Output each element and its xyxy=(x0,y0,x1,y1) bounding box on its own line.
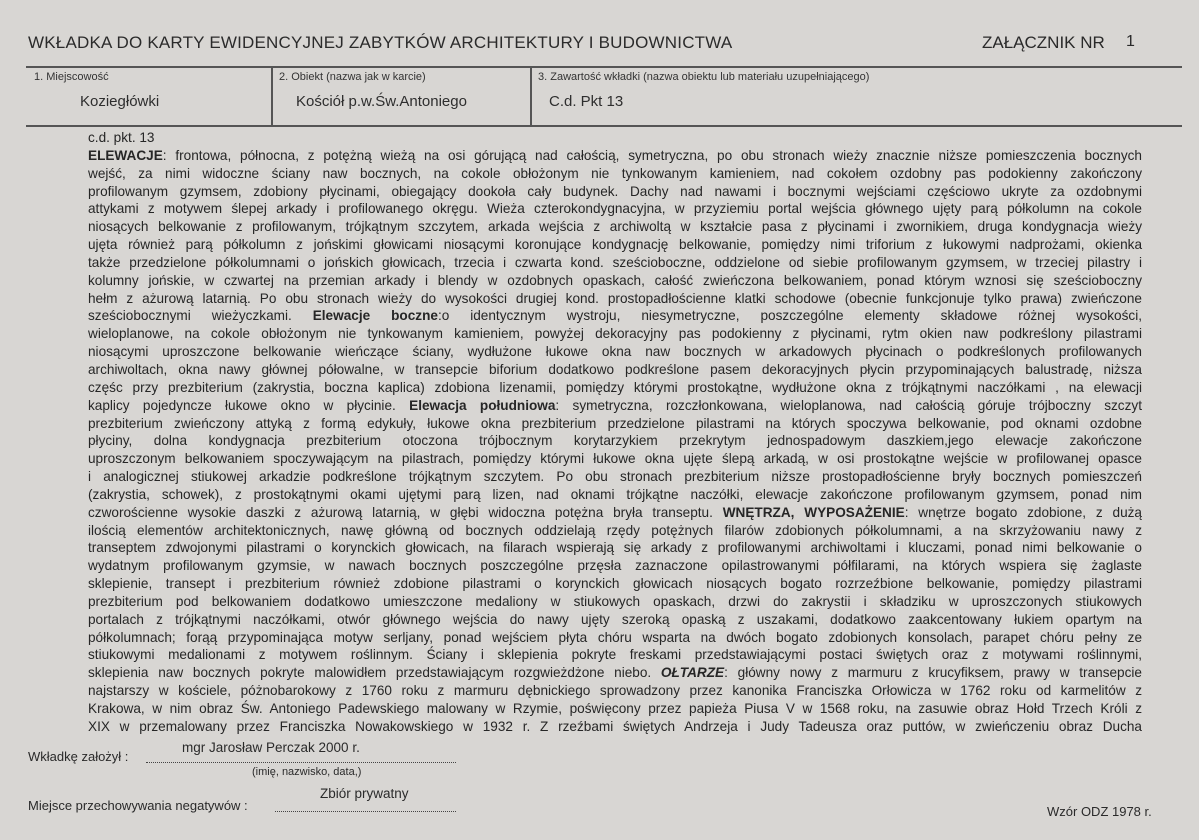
author-hint: (imię, nazwisko, data,) xyxy=(252,766,362,778)
text-line: Krakowa, w nim obraz Św. Antoniego Padewskiego malowany w Rzymie, poświęcony przez papieża Piusa V w 1568 roku, na zasuwie obraz Hołd Trzech Króli z xyxy=(88,701,1142,716)
negatives-dotted-line xyxy=(275,811,456,812)
text-line: najstarszy w kościele, póżnobarokowy z 1760 roku z marmuru dębnickiego sprowadzony przez kanonika Franciszka Orłowicza w 1762 roku od karmelitów z xyxy=(88,683,1142,699)
text-line: płyciny, dolna kondygnacja prezbiterium otoczona trójbocznym korytarzykiem przekrytym jednospadowym daszkiem,jego elewacje zakończone xyxy=(88,433,1142,449)
text-line: profilowanym gzymsem, zdobiony płycinami, obiegający dookoła cały budynek. Dachy nad nawami i bocznymi wejściami częściowo ukryte za ozdobnymi xyxy=(88,183,1142,199)
heading-altars: OŁTARZE xyxy=(660,665,725,681)
text-line: wydatnym profilowanym gzymsie, w nawach bocznych poszczególne przęsła zaznaczone opilastrowanymi półfilarami, na których wspiera się żaglaste xyxy=(88,558,1142,574)
text-line: stiukowymi medalionami z motywem roślinnym. Ściany i sklepienia pokryte freskami przedstawiającymi postaci świętych oraz z motywami roślinnymi, xyxy=(88,647,1142,663)
place-field-label: 1. Miejscowość xyxy=(34,71,109,83)
author-label: Wkładkę założył : xyxy=(28,749,129,764)
place-field-value: Koziegłówki xyxy=(80,93,160,110)
text-line: prezbiterium zwieńczony attyką z formą edykuły, łukowe okna prezbiterium przedzielone pilastrami na których spoczywa belkowanie, pod oknami ozdobne xyxy=(88,415,1142,431)
text-run: : symetryczna, rozczłonkowana, wieloplanowa, nad całością góruje trójboczny szczyt xyxy=(555,397,1142,413)
heading-side-elevations: Elewacje boczne xyxy=(312,308,438,324)
text-line: niosących belkowanie z profilowanym, trójkątnym szczytem, arkada wejścia z archiwoltą w kształcie pasa z płycinami i zwornikiem, druga kondygnacja wieży xyxy=(88,219,1142,235)
negatives-value: Zbiór prywatny xyxy=(320,786,409,801)
text-line: c.d. pkt. 13 xyxy=(88,130,155,145)
object-field-value: Kościół p.w.Św.Antoniego xyxy=(296,93,467,110)
text-line: sklepienie, transept i prezbiterium również zdobione pilastrami o korynckich głowicach niosących bogato rozrzeźbione belkowanie, pomiędzy pilastrami xyxy=(88,576,1142,592)
column-divider-1 xyxy=(271,66,273,127)
description-body xyxy=(88,129,1142,736)
annex-number: 1 xyxy=(1126,33,1135,50)
text-line: portalach z trójkątnymi naczółkami, otwór głównego wejścia do nawy ujęty szeroką opaską z uszakami, dodatkowo zaakcentowany łukiem opartym na xyxy=(88,611,1142,627)
negatives-label: Miejsce przechowywania negatywów : xyxy=(28,798,248,813)
text-line xyxy=(88,504,1142,522)
author-value: mgr Jarosław Perczak 2000 r. xyxy=(182,740,360,755)
table-top-rule xyxy=(26,66,1182,68)
content-field-label: 3. Zawartość wkładki (nazwa obiektu lub materiału uzupełniającego) xyxy=(538,71,870,83)
object-field-label: 2. Obiekt (nazwa jak w karcie) xyxy=(279,71,426,83)
author-dotted-line xyxy=(146,762,456,763)
text-line: wejść, za nimi widoczne ściany naw bocznych, na cokole obłożonym nie tynkowanym kamieniem, nad cokołem ozdobny pas podokienny zakończony xyxy=(88,165,1142,181)
text-line: attykami z motywem ślepej arkady i profilowanego okręgu. Wieża czterokondygnacyjna, w przyziemiu portal wejścia głównego ujęty parą półkolumn na cokole xyxy=(88,201,1142,217)
text-run: sześciobocznymi wieżyczkami. xyxy=(88,308,313,324)
text-run: : wnętrze bogato zdobione, z dużą xyxy=(904,504,1142,520)
text-line: ujęta również parą półkolumn z jońskimi głowicami niosącymi koronujące kondygnację belkowanie, pomiędzy nimi triforium z łukowymi nadprożami, okienka xyxy=(88,237,1142,253)
text-line xyxy=(88,397,1142,415)
text-run: : frontowa, północna, z potężną wieżą na osi górującą nad całością, symetryczna, po obu stronach wieży znacznie niższe pomieszczenia bocznych xyxy=(162,147,1142,163)
heading-south-elevation: Elewacja południowa xyxy=(409,397,556,413)
text-run: kaplicy pojedyncze łukowe okno w płycinie. xyxy=(88,397,410,413)
text-line: uproszczonym belkowaniem spoczywającym na pilastrach, pomiędzy którymi łukowe okna ujęte ślepą arkadą, w osi prostokątne wejście w profilowanej opasce xyxy=(88,451,1142,467)
text-line: (zakrystia, schowek), z prostokątnymi okami ujętymi parą lizen, nad oknami trójkątne naczółki, elewacje zakończone profilowanym gzymsem, ponad nim xyxy=(88,486,1142,502)
text-line: półkolumnach; forąą przypominająca motyw serljany, ponad wejściem płyta chóru wsparta na dwóch bogato zdobionych konsolach, parapet chóru pełny ze xyxy=(88,629,1142,645)
document-title: WKŁADKA DO KARTY EWIDENCYJNEJ ZABYTKÓW ARCHITEKTURY I BUDOWNICTWA xyxy=(28,33,733,52)
content-field-value: C.d. Pkt 13 xyxy=(549,93,624,110)
text-line: niosącymi uproszczone belkowanie wieńczące ściany, wydłużone łukowe okna naw bocznych w arkadowych płycinach o podkreślonych profilowanych xyxy=(88,344,1142,360)
annex-label: ZAŁĄCZNIK NR xyxy=(982,33,1105,52)
text-line: transeptem zdwojonymi pilastrami o korynckich głowicach, na filarach wspierają się arkady z profilowanymi archiwoltami i kluczami, ponad nimi belkowanie o xyxy=(88,540,1142,556)
text-line: częśc przy prezbiterium (zakrystia, boczna kaplica) zdobiona lizenamii, pomiędzy którymi prostokątne, wydłużone okna z trójkątnymi naczółkami , na elewacji xyxy=(88,379,1142,395)
text-line: i analogicznej stiukowej arkadzie podkreślone trójkątnym szczytem. Po obu stronach prezbiterium niższe prostopadłościenne bryły bocznych pomieszczeń xyxy=(88,469,1142,485)
text-line: kolumny jońskie, w czwartej na przemian arkady i blendy w ozdobnych opaskach, całość zwieńczona belkowaniem, ponad którym wznosi się sześcioboczny xyxy=(88,272,1142,288)
text-run: : główny nowy z marmuru z krucyfiksem, prawy w transepcie xyxy=(724,665,1142,681)
form-code: Wzór ODZ 1978 r. xyxy=(1047,804,1152,819)
text-line xyxy=(88,307,1142,325)
text-line: hełm z ażurową latarnią. Po obu stronach wieży do wysokości drugiej kond. prostopadłościenne klatki schodowe (obecnie funkcjonuje tylko prawa) zwieńczone xyxy=(88,290,1142,306)
text-line xyxy=(88,147,1142,165)
text-run: czworościenne wysokie daszki z ażurową latarnią, w głębi widoczna potężna bryła transeptu. xyxy=(88,504,723,520)
text-line: prezbiterium pod belkowaniem dodatkowo umieszczone medaliony w stiukowych opaskach, drzwi do zakrystii i składziku w uproszczonych stiukowych xyxy=(88,593,1142,609)
text-line: także przedzielone półkolumnami o jońskich głowicach, trzecia i czwarta kond. sześcioboczne, oddzielone od siebie profilowanym gzymsem, w trzeciej pilastry i xyxy=(88,254,1142,270)
text-run: sklepienia naw bocznych pokryte malowidłem przedstawiającym rozgwieżdżone niebo. xyxy=(88,665,661,681)
heading-interiors: WNĘTRZA, WYPOSAŻENIE xyxy=(722,504,905,520)
column-divider-2 xyxy=(530,66,532,127)
table-bottom-rule xyxy=(26,125,1182,127)
heading-elevations: ELEWACJE xyxy=(88,147,163,163)
text-line: wieloplanowe, na cokole obłożonym nie tynkowanym kamieniem, powyżej dekoracyjny pas podokienny z płycinami, rytm okien naw podkreślony pilastrami xyxy=(88,326,1142,342)
text-line: XIX w przemalowany przez Franciszka Nowakowskiego w 1932 r. Z rzeźbami świętych Andrzeja i Judy Tadeusza oraz puttów, w zwieńczeniu obraz Ducha xyxy=(88,718,1142,734)
text-run: :o identycznym wystroju, niesymetryczne, poszczególne elementy składowe różnej wysokości, xyxy=(437,308,1142,324)
text-line xyxy=(88,664,1142,682)
text-line: archiwoltach, okna nawy głównej półowalne, w transepcie biforium dodatkowo podkreślone pasem dekoracyjnych płycin przypominających balustradę, niższa xyxy=(88,361,1142,377)
text-line: ilością elementów architektonicznych, nawę główną od bocznych oddzielają rzędy potężnych filarów zdobionych półkolumnami, a na skrzyżowaniu nawy z xyxy=(88,522,1142,538)
